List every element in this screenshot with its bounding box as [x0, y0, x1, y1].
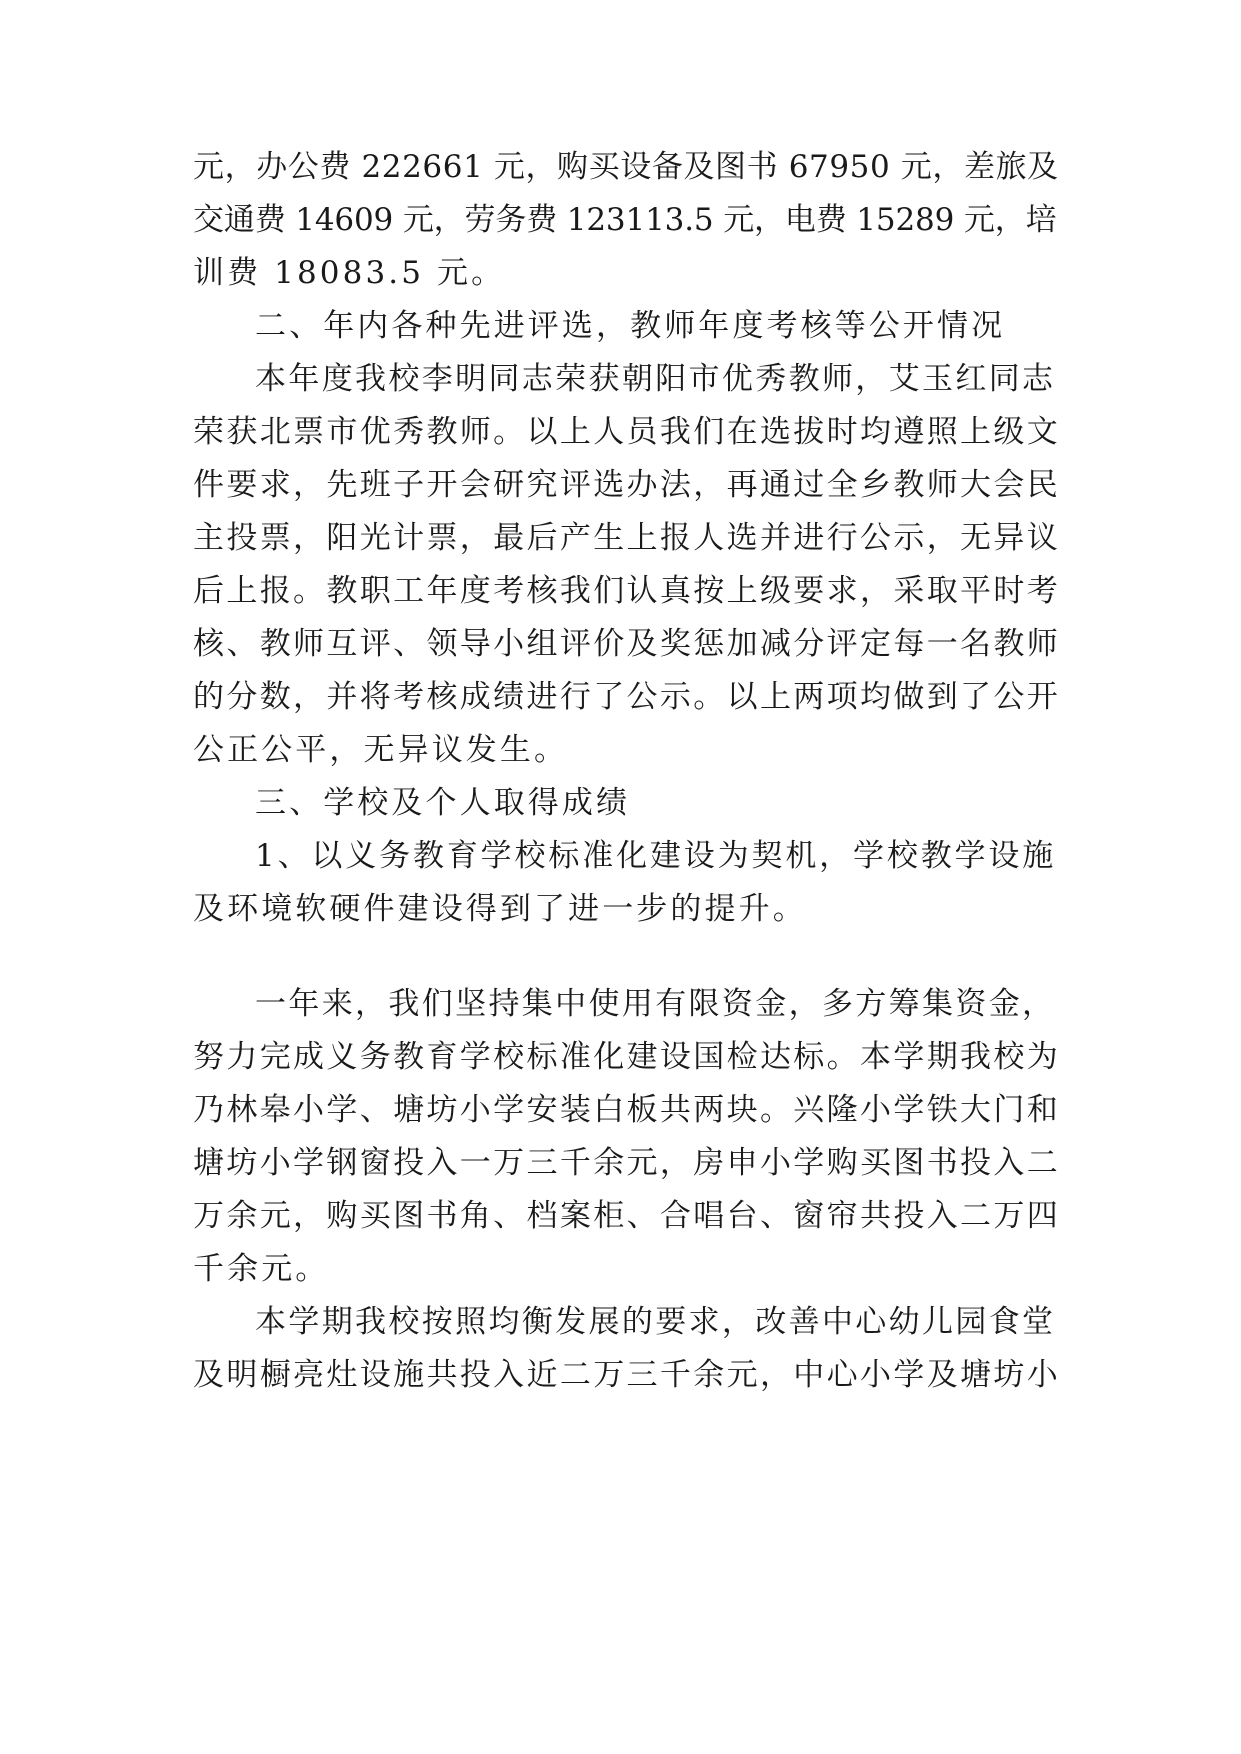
body-text-line: 训费 18083.5 元。 [193, 255, 506, 291]
body-text-line: 本学期我校按照均衡发展的要求，改善中心幼儿园食堂 [255, 1304, 1056, 1340]
body-text-line: 件要求，先班子开会研究评选办法，再通过全乡教师大会民 [193, 467, 1061, 503]
body-text-line: 努力完成义务教育学校标准化建设国检达标。本学期我校为 [193, 1039, 1061, 1075]
body-text-line: 千余元。 [193, 1251, 330, 1287]
body-text-line: 及明橱亮灶设施共投入近二万三千余元，中心小学及塘坊小 [193, 1357, 1061, 1393]
body-text-line: 主投票，阳光计票，最后产生上报人选并进行公示，无异议 [193, 520, 1061, 556]
body-text-line: 乃林皋小学、塘坊小学安装白板共两块。兴隆小学铁大门和 [193, 1092, 1061, 1128]
body-text-line: 本年度我校李明同志荣获朝阳市优秀教师，艾玉红同志 [255, 361, 1056, 397]
body-text-line: 元，办公费 222661 元，购买设备及图书 67950 元，差旅及 [193, 149, 1059, 185]
body-text-line: 一年来，我们坚持集中使用有限资金，多方筹集资金， [255, 986, 1056, 1022]
body-text-line: 交通费 14609 元，劳务费 123113.5 元，电费 15289 元，培 [193, 202, 1057, 238]
body-text-line: 荣获北票市优秀教师。以上人员我们在选拔时均遵照上级文 [193, 414, 1061, 450]
body-text-line: 核、教师互评、领导小组评价及奖惩加减分评定每一名教师 [193, 626, 1061, 662]
section-heading: 二、年内各种先进评选，教师年度考核等公开情况 [255, 308, 1006, 344]
body-text-line: 1、以义务教育学校标准化建设为契机，学校教学设施 [255, 838, 1057, 874]
section-heading: 三、学校及个人取得成绩 [255, 785, 631, 821]
body-text-line: 的分数，并将考核成绩进行了公示。以上两项均做到了公开 [193, 679, 1061, 715]
body-text-line: 后上报。教职工年度考核我们认真按上级要求，采取平时考 [193, 573, 1061, 609]
body-text-line: 万余元，购买图书角、档案柜、合唱台、窗帘共投入二万四 [193, 1198, 1061, 1234]
body-text-line: 公正公平，无异议发生。 [193, 732, 569, 768]
body-text-line: 塘坊小学钢窗投入一万三千余元，房申小学购买图书投入二 [193, 1145, 1061, 1181]
body-text-line: 及环境软硬件建设得到了进一步的提升。 [193, 891, 807, 927]
